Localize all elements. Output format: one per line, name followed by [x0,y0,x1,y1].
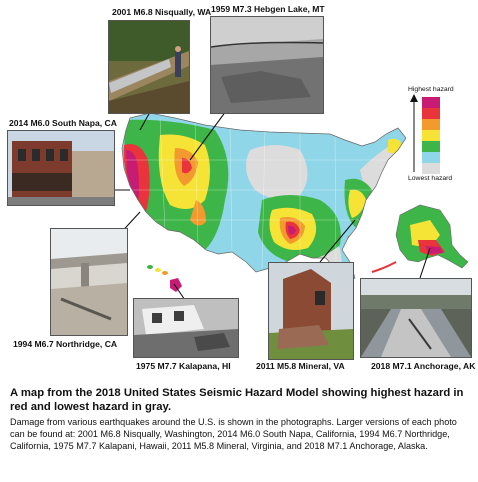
label-napa: 2014 M6.0 South Napa, CA [9,118,117,128]
legend-swatch [422,130,440,141]
label-kalapana: 1975 M7.7 Kalapana, HI [136,361,231,371]
hazard-zones [110,105,420,290]
legend-swatch [422,108,440,119]
photo-anchorage [360,278,472,358]
legend-bottom-label: Lowest hazard [408,175,453,182]
label-mineral: 2011 M5.8 Mineral, VA [256,361,345,371]
hawaii-map [147,265,182,292]
legend-swatch [422,119,440,130]
label-hebgen: 1959 M7.3 Hebgen Lake, MT [211,4,325,14]
photo-northridge [50,228,128,336]
alaska-map [372,205,468,272]
photo-kalapana [133,298,239,358]
photo-nisqually [108,20,190,114]
legend-swatch [422,141,440,152]
up-arrow-icon [410,94,418,174]
caption-title: A map from the 2018 United States Seismic Hazard Model showing highest hazard in red and lowest hazard in gray. [10,387,464,413]
legend-swatch [422,163,440,174]
legend-swatch [422,97,440,108]
legend-swatches [422,97,440,174]
photo-napa [7,130,115,206]
legend-swatch [422,152,440,163]
hazard-legend [400,86,478,186]
caption-body: Damage from various earthquakes around the U.S. is shown in the photographs. Larger versions of each photo can be found at: 2001 M6.8 Nisqually, Washington, 2014 M6.0 South Napa, California, 1994 M6.7 Northridge, California, 1975 M7.7 Kalapani, Hawaii, 2011 M5.8 Mineral, Virginia, and 2018 M7.1 Anchorage, Alaska. [10,417,457,451]
legend-top-label: Highest hazard [408,86,454,93]
label-anchorage: 2018 M7.1 Anchorage, AK [371,361,476,371]
photo-hebgen [210,16,324,114]
label-nisqually: 2001 M6.8 Nisqually, WA [112,7,212,17]
caption [10,386,470,452]
photo-mineral [268,262,354,360]
label-northridge: 1994 M6.7 Northridge, CA [13,339,118,349]
